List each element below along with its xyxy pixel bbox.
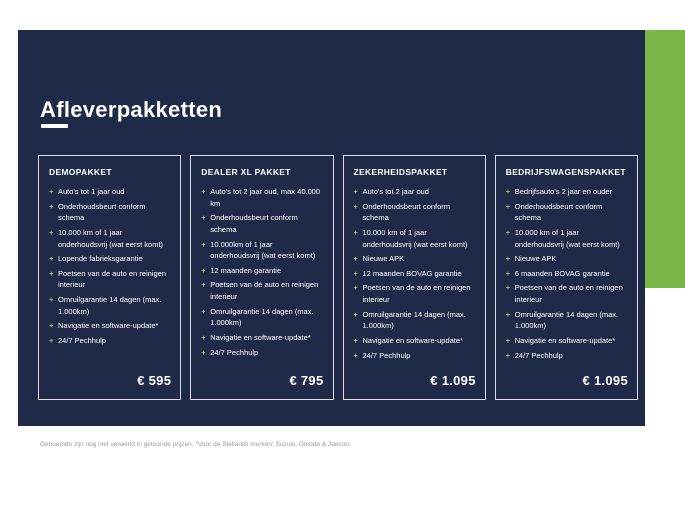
feature-item xyxy=(49,253,171,265)
feature-item xyxy=(201,186,323,209)
plus-icon: + xyxy=(201,239,206,249)
feature-item xyxy=(201,265,323,277)
feature-text: Navigatie en software-update* xyxy=(58,321,159,331)
feature-text: Nieuwe APK xyxy=(362,254,405,264)
plus-icon: + xyxy=(505,309,511,319)
plus-icon: + xyxy=(505,201,511,211)
feature-text: 6 maanden BOVAG garantie xyxy=(514,268,610,278)
feature-text: 24/7 Pechhulp xyxy=(58,335,106,345)
package-price: € 595 xyxy=(137,373,172,388)
feature-item xyxy=(506,309,628,332)
package-price: € 1.095 xyxy=(582,373,628,388)
feature-list xyxy=(49,186,171,350)
package-title: BEDRIJFSWAGENSPAKKET xyxy=(505,167,626,177)
feature-item xyxy=(506,268,628,280)
package-card-bedrijfswagenspakket xyxy=(495,155,638,400)
package-price: € 795 xyxy=(289,373,324,388)
feature-item xyxy=(49,227,171,250)
feature-item xyxy=(49,320,171,332)
plus-icon: + xyxy=(505,187,511,196)
plus-icon: + xyxy=(505,335,511,345)
feature-text: Bedrijfsauto's 2 jaar en ouder xyxy=(514,187,613,196)
plus-icon: + xyxy=(505,350,511,360)
feature-text: Onderhoudsbeurt conform schema xyxy=(362,201,451,223)
feature-list xyxy=(506,186,628,364)
plus-icon: + xyxy=(353,335,358,345)
feature-text: Poetsen van de auto en reinigen interieur xyxy=(514,283,623,304)
feature-text: Lopende fabrieksgarantie xyxy=(58,254,143,264)
plus-icon: + xyxy=(353,350,358,360)
package-title: DEALER XL PAKKET xyxy=(201,167,291,177)
feature-list xyxy=(354,186,476,364)
feature-item xyxy=(506,201,628,224)
feature-item xyxy=(354,309,476,332)
feature-item xyxy=(506,227,628,250)
feature-text: 10.000 km of 1 jaar onderhoudsvrij (wat eerst komt) xyxy=(58,227,164,249)
plus-icon: + xyxy=(201,213,206,223)
plus-icon: + xyxy=(505,268,511,278)
page-title: Afleverpakketten xyxy=(40,96,223,122)
plus-icon: + xyxy=(49,295,54,304)
plus-icon: + xyxy=(353,309,358,319)
feature-text: 10.000 km of 1 jaar onderhoudsvrij (wat eerst komt) xyxy=(362,227,468,249)
plus-icon: + xyxy=(201,347,206,357)
feature-item xyxy=(354,268,476,280)
feature-text: Omruilgarantie 14 dagen (max. 1.000km) xyxy=(210,306,314,328)
feature-text: Omruilgarantie 14 dagen (max. 1.000km) xyxy=(514,309,619,331)
feature-item xyxy=(201,332,323,344)
package-cards-row xyxy=(38,155,638,400)
feature-text: Omruilgarantie 14 dagen (max. 1.000km) xyxy=(58,295,162,316)
plus-icon: + xyxy=(201,280,206,290)
feature-item xyxy=(354,282,476,305)
feature-text: 24/7 Pechhulp xyxy=(210,347,259,357)
title-underline xyxy=(41,124,68,128)
feature-text: Auto's tot 1 jaar oud xyxy=(58,187,125,196)
feature-item xyxy=(354,186,476,198)
package-price: € 1.095 xyxy=(430,373,476,388)
feature-item xyxy=(506,350,628,362)
footnote: Genoemde zijn nog niet verwerkt in getoonde prijzen. *Voor de Stellantis merken; Suzuki, Omoda & Jaecoo. xyxy=(40,441,351,448)
feature-item xyxy=(201,212,323,235)
plus-icon: + xyxy=(201,332,206,342)
feature-item xyxy=(49,201,171,224)
package-card-zekerheidspakket xyxy=(343,155,486,400)
feature-item xyxy=(354,227,476,250)
plus-icon: + xyxy=(49,268,54,278)
package-card-dealer-xl-pakket xyxy=(190,155,333,400)
feature-item xyxy=(201,239,323,262)
feature-item xyxy=(506,253,628,265)
plus-icon: + xyxy=(201,306,206,316)
feature-item xyxy=(354,335,476,347)
feature-item xyxy=(49,294,171,317)
feature-text: Omruilgarantie 14 dagen (max. 1.000km) xyxy=(362,309,466,331)
feature-text: Navigatie en software-update* xyxy=(514,335,616,345)
feature-text: Auto's tot 2 jaar oud, max 40.000 km xyxy=(210,187,321,208)
green-accent-stripe xyxy=(645,30,685,288)
plus-icon: + xyxy=(505,254,511,264)
feature-item xyxy=(354,253,476,265)
feature-item xyxy=(201,279,323,302)
feature-item xyxy=(49,268,171,291)
feature-item xyxy=(354,201,476,224)
feature-text: Onderhoudsbeurt conform schema xyxy=(514,201,603,223)
feature-text: 10.000km of 1 jaar onderhoudsvrij (wat eerst komt) xyxy=(210,239,316,261)
package-card-demopakket xyxy=(38,155,181,400)
feature-text: Onderhoudsbeurt conform schema xyxy=(58,201,146,223)
plus-icon: + xyxy=(49,187,54,196)
plus-icon: + xyxy=(353,254,358,264)
plus-icon: + xyxy=(505,283,511,293)
plus-icon: + xyxy=(201,265,206,275)
feature-item xyxy=(506,186,628,198)
plus-icon: + xyxy=(49,321,54,331)
plus-icon: + xyxy=(353,187,358,196)
feature-text: 24/7 Pechhulp xyxy=(362,350,411,360)
plus-icon: + xyxy=(201,187,206,196)
plus-icon: + xyxy=(353,268,358,278)
plus-icon: + xyxy=(353,227,358,237)
feature-item xyxy=(506,282,628,305)
plus-icon: + xyxy=(49,254,54,264)
feature-text: Poetsen van de auto en reinigen interieur xyxy=(362,283,471,304)
plus-icon: + xyxy=(505,227,511,237)
feature-item xyxy=(506,335,628,347)
feature-text: 24/7 Pechhulp xyxy=(514,350,563,360)
plus-icon: + xyxy=(49,201,54,211)
feature-text: Navigatie en software-update* xyxy=(210,332,311,342)
feature-item xyxy=(49,186,171,198)
feature-item xyxy=(49,335,171,347)
feature-text: Onderhoudsbeurt conform schema xyxy=(210,213,298,234)
feature-text: Nieuwe APK xyxy=(514,254,557,264)
feature-text: Navigatie en software-update* xyxy=(362,335,463,345)
feature-text: Poetsen van de auto en reinigen interieur xyxy=(210,280,319,301)
feature-text: Poetsen van de auto en reinigen interieur xyxy=(58,268,166,290)
plus-icon: + xyxy=(49,335,54,345)
feature-text: 10.000 km of 1 jaar onderhoudsvrij (wat eerst komt) xyxy=(514,227,620,249)
plus-icon: + xyxy=(353,201,358,211)
feature-text: 12 maanden garantie xyxy=(210,265,282,275)
feature-list xyxy=(201,186,323,361)
feature-text: Auto's tot 2 jaar oud xyxy=(362,187,429,196)
feature-item xyxy=(201,306,323,329)
plus-icon: + xyxy=(353,283,358,293)
plus-icon: + xyxy=(49,227,54,237)
feature-item xyxy=(201,347,323,359)
feature-item xyxy=(354,350,476,362)
package-title: ZEKERHEIDSPAKKET xyxy=(353,167,448,177)
feature-text: 12 maanden BOVAG garantie xyxy=(362,268,462,278)
package-title: DEMOPAKKET xyxy=(49,167,112,177)
